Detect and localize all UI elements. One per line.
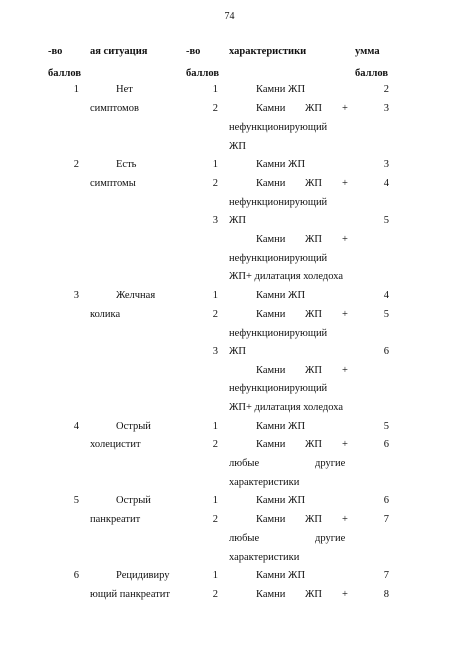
characteristic-text: Камни (256, 365, 286, 376)
group-number: 3 (73, 290, 79, 301)
table-row (0, 324, 459, 343)
situation-text: симптомов (90, 103, 139, 114)
sub-number: 1 (212, 159, 218, 170)
characteristic-text: другие (315, 458, 346, 469)
sum-value: 7 (383, 514, 389, 525)
table-row (0, 566, 459, 585)
characteristic-text: Камни (256, 103, 286, 114)
situation-text: Есть (116, 159, 137, 170)
table-row (0, 305, 459, 324)
characteristic-text: ЖП (305, 309, 322, 320)
table-row (0, 398, 459, 417)
plus-sign: + (342, 234, 348, 245)
characteristic-text: Камни (256, 514, 286, 525)
page-number: 74 (224, 11, 235, 22)
table-row (0, 137, 459, 156)
characteristic-text: Камни ЖП (256, 570, 306, 581)
sub-number: 2 (212, 309, 218, 320)
table-row (0, 230, 459, 249)
characteristic-text: Камни ЖП (256, 159, 306, 170)
group-number: 1 (73, 84, 79, 95)
sum-value: 7 (383, 570, 389, 581)
sub-number: 1 (212, 570, 218, 581)
sub-number: 2 (212, 439, 218, 450)
characteristic-text: ЖП (305, 103, 322, 114)
characteristic-text: Камни (256, 178, 286, 189)
situation-text: Нет (116, 84, 133, 95)
characteristic-text: Камни (256, 309, 286, 320)
characteristic-text: ЖП (229, 346, 246, 357)
situation-text: Острый (116, 421, 151, 432)
header-sum-col: умма (355, 46, 380, 57)
characteristic-text: нефункционирующий (229, 253, 328, 264)
table-row (0, 379, 459, 398)
situation-text: панкреатит (90, 514, 141, 525)
sub-number: 2 (212, 103, 218, 114)
table-row (0, 249, 459, 268)
plus-sign: + (342, 514, 348, 525)
table-row (0, 286, 459, 305)
sub-number: 2 (212, 589, 218, 600)
characteristic-text: Камни ЖП (256, 421, 306, 432)
situation-text: симптомы (90, 178, 136, 189)
sum-value: 5 (383, 309, 389, 320)
situation-text: Рецидивиру (116, 570, 170, 581)
table-row (0, 99, 459, 118)
characteristic-text: нефункционирующий (229, 122, 328, 133)
sum-value: 8 (383, 589, 389, 600)
sub-number: 2 (212, 514, 218, 525)
table-row (0, 80, 459, 99)
situation-text: Острый (116, 495, 151, 506)
characteristic-text: характеристики (229, 552, 300, 563)
plus-sign: + (342, 365, 348, 376)
sum-value: 2 (383, 84, 389, 95)
plus-sign: + (342, 589, 348, 600)
table-row (0, 435, 459, 454)
table-row (0, 193, 459, 212)
characteristic-text: Камни ЖП (256, 495, 306, 506)
table-row (0, 473, 459, 492)
sum-value: 4 (383, 178, 389, 189)
table-row (0, 118, 459, 137)
plus-sign: + (342, 309, 348, 320)
sub-number: 1 (212, 84, 218, 95)
plus-sign: + (342, 178, 348, 189)
table-row (0, 491, 459, 510)
table-row (0, 585, 459, 604)
sub-number: 2 (212, 178, 218, 189)
sum-value: 5 (383, 215, 389, 226)
table-row (0, 155, 459, 174)
characteristic-text: ЖП (305, 178, 322, 189)
situation-text: Желчная (116, 290, 156, 301)
sub-number: 1 (212, 421, 218, 432)
sum-value: 4 (383, 290, 389, 301)
header-situation-col: ая ситуация (90, 46, 148, 57)
table-row (0, 529, 459, 548)
table-row (0, 174, 459, 193)
table-row (0, 267, 459, 286)
characteristic-text: любые (229, 458, 260, 469)
characteristic-text: ЖП+ дилатация холедоха (229, 271, 344, 282)
group-number: 5 (73, 495, 79, 506)
group-number: 2 (73, 159, 79, 170)
plus-sign: + (342, 103, 348, 114)
table-row (0, 342, 459, 361)
table-row (0, 211, 459, 230)
group-number: 4 (73, 421, 79, 432)
characteristic-text: нефункционирующий (229, 197, 328, 208)
characteristic-text: ЖП (305, 234, 322, 245)
group-number: 6 (73, 570, 79, 581)
characteristic-text: ЖП (305, 365, 322, 376)
header-sum-col-2: баллов (355, 68, 389, 79)
plus-sign: + (342, 439, 348, 450)
sum-value: 3 (383, 103, 389, 114)
sum-value: 3 (383, 159, 389, 170)
header-points-col: -во (186, 46, 201, 57)
table-row (0, 548, 459, 567)
characteristic-text: любые (229, 533, 260, 544)
table-row (0, 510, 459, 529)
sum-value: 6 (383, 439, 389, 450)
header-points-col-2: баллов (186, 68, 220, 79)
characteristic-text: ЖП (305, 514, 322, 525)
table-row (0, 361, 459, 380)
sub-number: 3 (212, 215, 218, 226)
header-count-col: -во (48, 46, 63, 57)
sub-number: 3 (212, 346, 218, 357)
characteristic-text: ЖП (229, 141, 246, 152)
characteristic-text: Камни (256, 439, 286, 450)
situation-text: колика (90, 309, 121, 320)
situation-text: ющий панкреатит (90, 589, 171, 600)
characteristic-text: ЖП (229, 215, 246, 226)
characteristic-text: Камни (256, 589, 286, 600)
characteristic-text: другие (315, 533, 346, 544)
characteristic-text: нефункционирующий (229, 328, 328, 339)
sum-value: 5 (383, 421, 389, 432)
sum-value: 6 (383, 495, 389, 506)
table-row (0, 417, 459, 436)
table-header-row-1 (0, 42, 459, 61)
sub-number: 1 (212, 495, 218, 506)
sum-value: 6 (383, 346, 389, 357)
table-row (0, 454, 459, 473)
situation-text: холецистит (90, 439, 141, 450)
characteristic-text: ЖП (305, 589, 322, 600)
header-characteristics-col: характеристики (229, 46, 307, 57)
characteristic-text: характеристики (229, 477, 300, 488)
header-count-col-2: баллов (48, 68, 82, 79)
characteristic-text: Камни (256, 234, 286, 245)
sub-number: 1 (212, 290, 218, 301)
characteristic-text: ЖП+ дилатация холедоха (229, 402, 344, 413)
characteristic-text: Камни ЖП (256, 290, 306, 301)
characteristic-text: Камни ЖП (256, 84, 306, 95)
characteristic-text: ЖП (305, 439, 322, 450)
characteristic-text: нефункционирующий (229, 383, 328, 394)
